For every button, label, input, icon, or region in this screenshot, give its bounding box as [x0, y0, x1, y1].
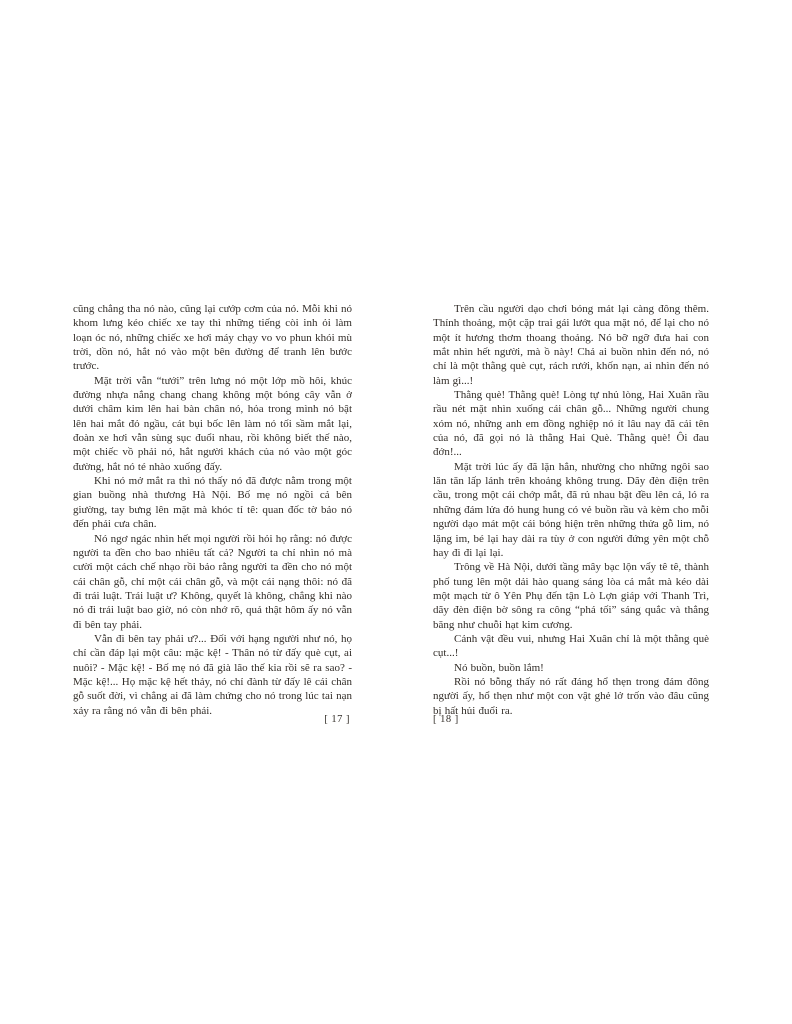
paragraph: Cảnh vật đều vui, nhưng Hai Xuân chỉ là một thằng què cụt...! [433, 632, 709, 660]
paragraph: Thằng què! Thằng què! Lòng tự nhủ lòng, Hai Xuân rầu rầu nét mặt nhìn xuống cái chân gỗ... Những người chung xóm nó, những anh em đồng nghiệp nó ít lâu nay đã cải tên của nó, đã gọi nó là thằng Hai Què. Thằng què! Ôi đau đớn!... [433, 389, 709, 459]
paragraph: Vẫn đi bên tay phải ư?... Đối với hạng người như nó, họ chỉ cần đáp lại một câu: mặc kệ! - Thân nó từ đấy què cụt, ai nuôi? - Mặc kệ! - Bố mẹ nó đã già lão thế kia rồi sẽ ra sao? - Mặc kệ!... Họ mặc kệ hết thảy, nó chỉ đành từ đấy lê cái chân gỗ suốt đời, vì chẳng ai đã làm chứng cho nó trong lúc tai nạn xảy ra rằng nó vẫn đi bên phải. [73, 632, 352, 717]
page-17-text-block [73, 302, 352, 747]
page-18-text-block [433, 302, 709, 747]
paragraph: Mặt trời lúc ấy đã lặn hẳn, nhường cho những ngôi sao lăn tăn lấp lánh trên khoảng không trung. Dãy đèn điện trên cầu, trong một cái chớp mắt, đã rủ nhau bật đều lên cả, ló ra những đám lửa đỏ hung hung có vẻ buồn rầu và kèm cho mỗi người dạo mát một cái bóng hiện trên những thửa gỗ lim, nó lặng im, bé lại hay dài ra tùy ở con người đứng yên một chỗ hay đi đi lại lại. [433, 460, 709, 559]
paragraph: Trông về Hà Nội, dưới tầng mây bạc lộn vẩy tê tê, thành phố tung lên một dải hào quang sáng lòa cả mắt mà kéo dài một mạch từ ô Yên Phụ đến tận Lò Lợn giáp với Thanh Trì, dãy đèn điện bờ sông ra công “phá tối” sáng quắc và thẳng băng như chuỗi hạt kim cương. [433, 561, 709, 631]
paragraph: Nó buồn, buồn lắm! [454, 661, 544, 674]
paragraph: Khi nó mở mắt ra thì nó thấy nó đã được nằm trong một gian buồng nhà thương Hà Nội. Bố mẹ nó ngồi cả bên giường, tay bưng lên mặt mà khóc tỉ tê: quan đốc tờ bảo nó đến phải cưa chân. [73, 475, 352, 531]
paragraph: Trên cầu người dạo chơi bóng mát lại càng đông thêm. Thỉnh thoảng, một cặp trai gái lướt qua mặt nó, để lại cho nó một ít hương thơm thoang thoảng. Nó bỡ ngỡ đưa hai con mắt nhìn hết người, mà ồ này! Chả ai buồn nhìn đến nó, nó chỉ là một thằng què cụt, rách rưới, khốn nạn, ai nhìn đến nó làm gì...! [433, 303, 709, 387]
paragraph: cũng chẳng tha nó nào, cũng lại cướp cơm của nó. Mỗi khi nó khom lưng kéo chiếc xe tay thì những tiếng còi inh ỏi làm loạn óc nó, những chiếc xe hơi máy chạy vo vo phun khói mù trời, dồn nó, hắt nó vào một bên đường để tranh lên bước trước. [73, 303, 352, 373]
paragraph: Mặt trời vẫn “tưới” trên lưng nó một lớp mồ hôi, khúc đường nhựa nắng chang chang không một bóng cây vẫn ở dưới châm kim lên hai bàn chân nó, hỏa trong mình nó bật lên hai mắt đỏ ngầu, cát bụi bốc lên làm nó tối sầm mắt lại, đoàn xe hơi vẫn sùng sục đuổi nhau, rồi không biết thế nào, một chiếc vồ phải nó, hắt người khách của nó vào một góc đường, hắt nó té nhào xuống đấy. [73, 374, 352, 473]
paragraph: Rồi nó bỗng thấy nó rất đáng hổ thẹn trong đám đông người ấy, hổ thẹn như một con vật ghẻ lở trốn vào đâu cũng bị hất hủi đuổi ra. [433, 675, 709, 717]
paragraph: Nó ngơ ngác nhìn hết mọi người rồi hỏi họ rằng: nó được người ta đền cho bao nhiêu tất cả? Người ta chỉ nhìn nó mà cười một cách chế nhạo rồi bảo rằng người ta đền cho nó một cái chân gỗ, chỉ một cái chân gỗ, và một cái nạng thôi: nó đã đi trái luật. Trái luật ư? Không, quyết là không, chẳng khi nào nó đi trái luật bao giờ, nó còn nhớ rõ, quả thật hôm ấy nó vẫn đi bên tay phải. [73, 532, 352, 631]
page-number-18: [ 18 ] [433, 714, 459, 725]
page-number-17: [ 17 ] [324, 714, 350, 725]
